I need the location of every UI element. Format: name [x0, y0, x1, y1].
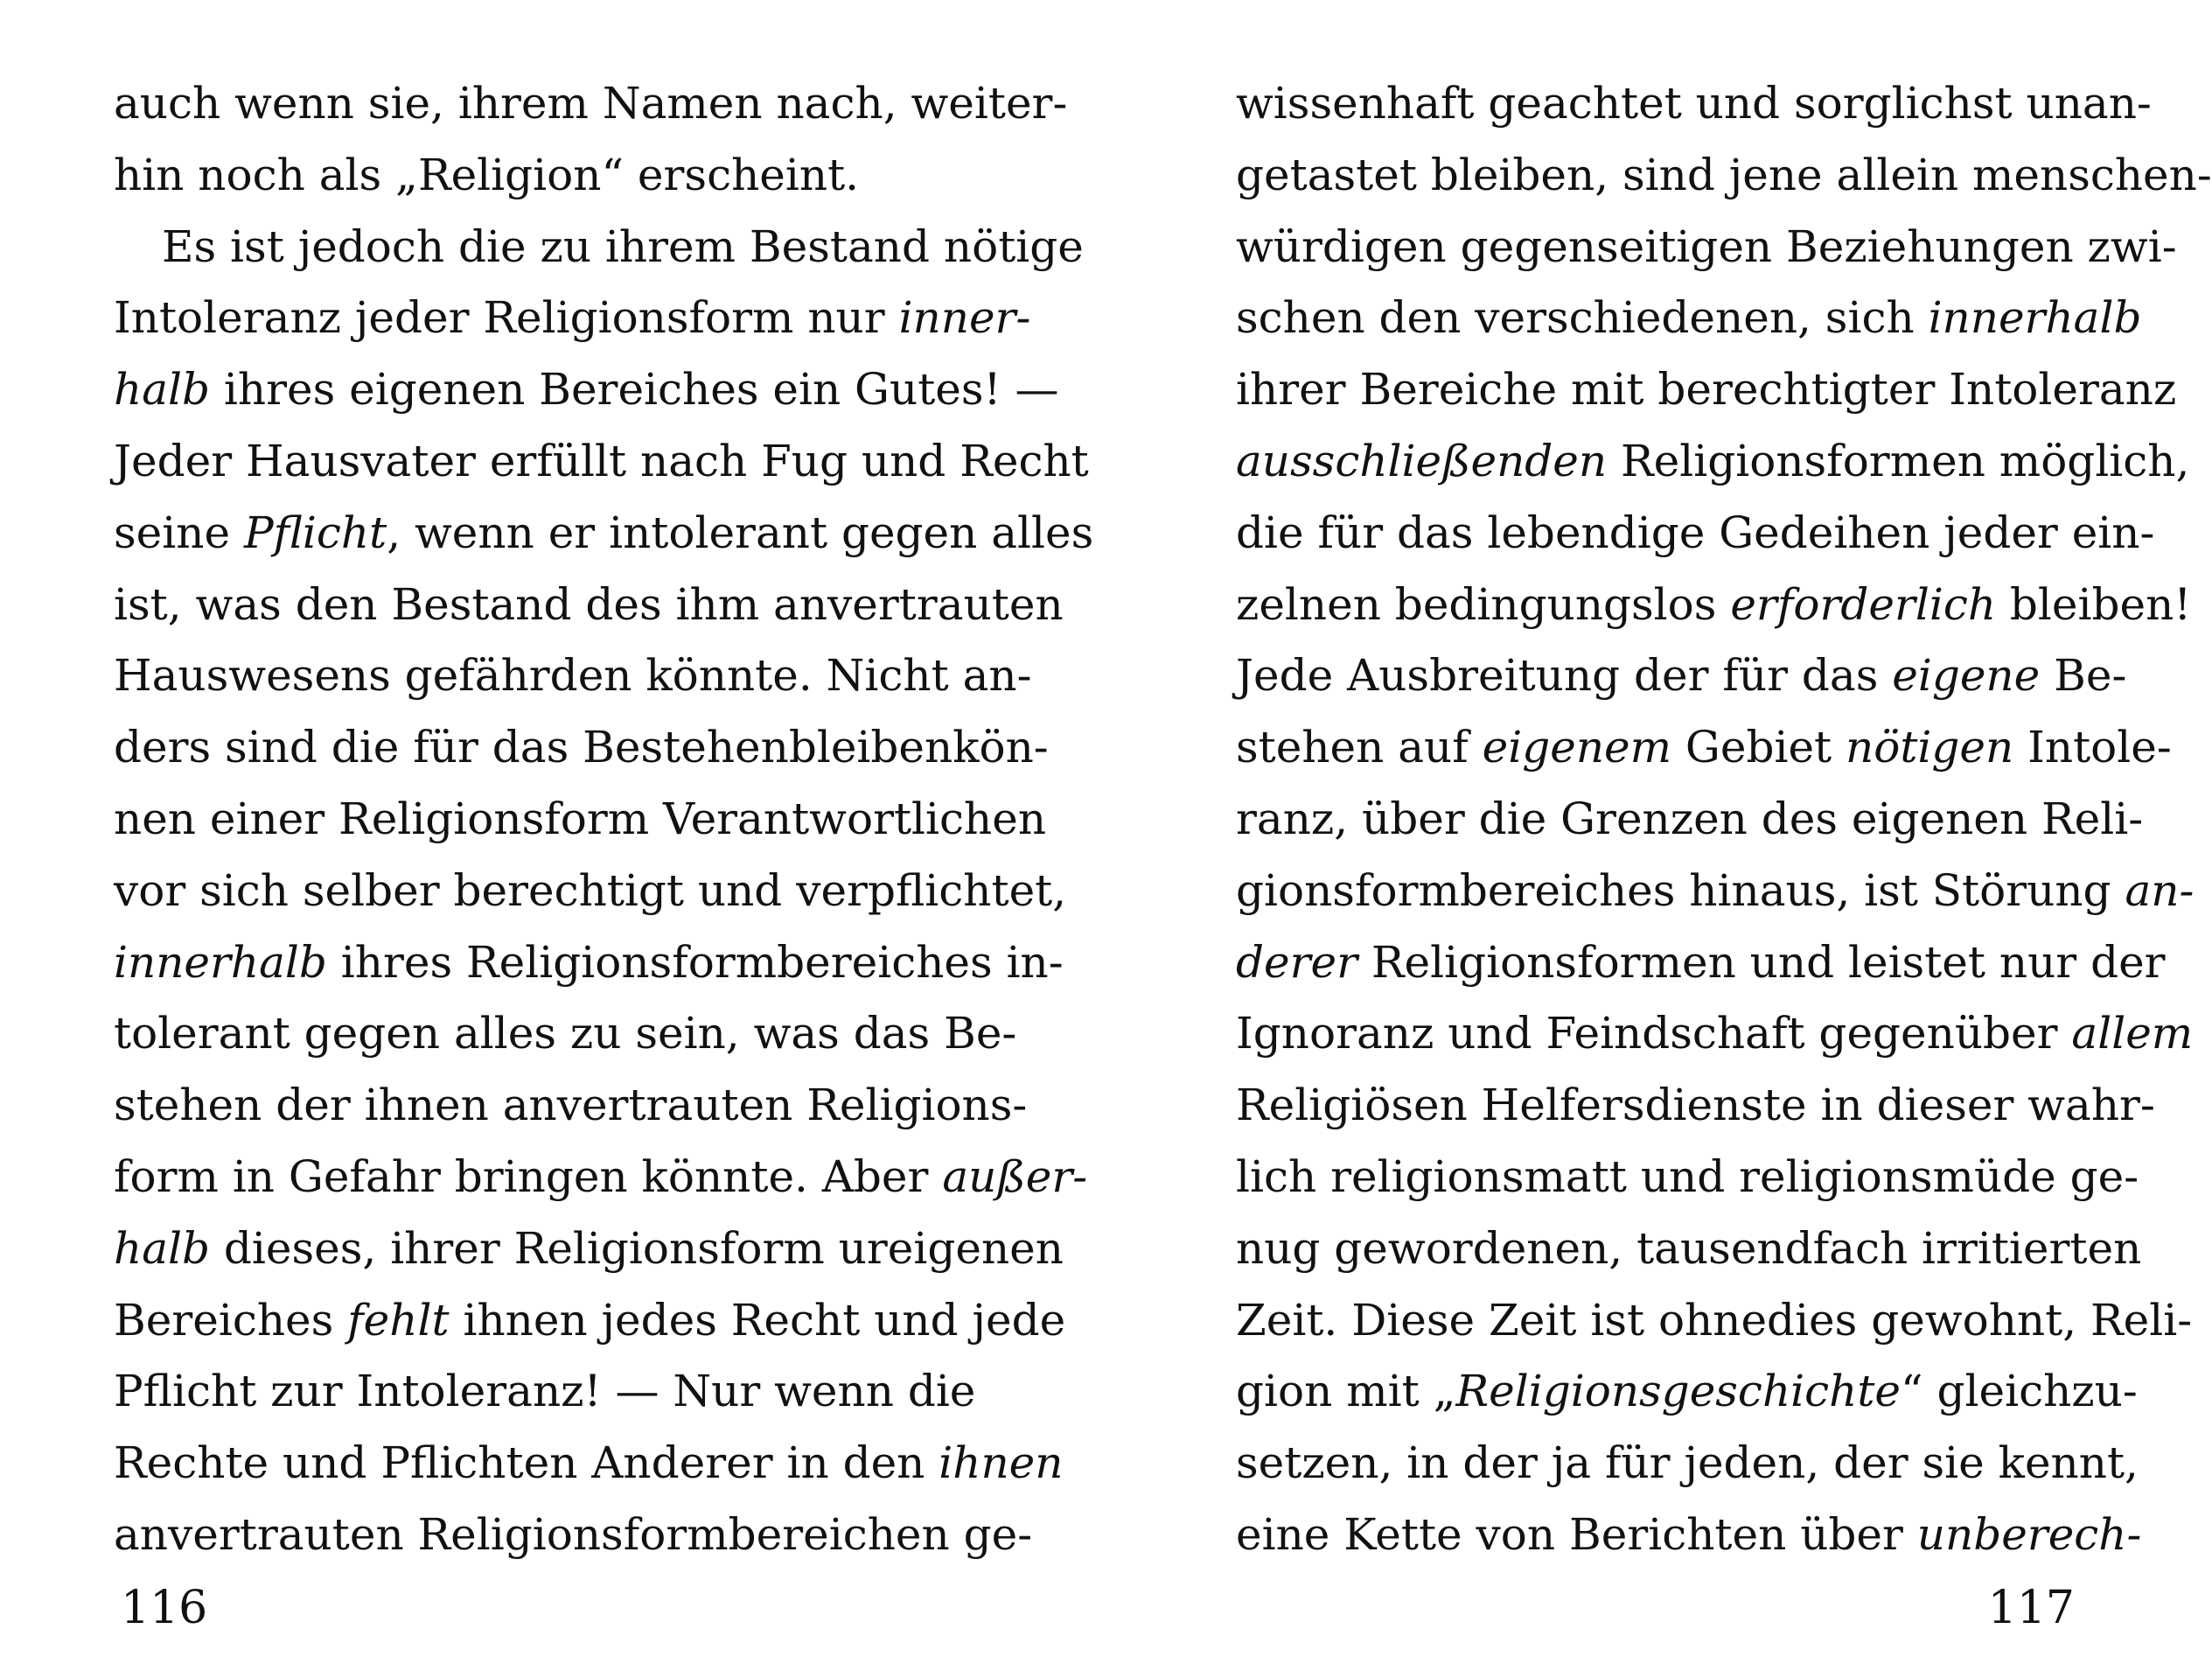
text-run: anvertrauten Religionsformbereichen ge- [114, 1508, 1033, 1560]
text-run: eine Kette von Berichten über [1236, 1508, 1917, 1560]
text-run: Ignoranz und Feindschaft gegenüber [1236, 1008, 2072, 1059]
text-run: Pflicht zur Intoleranz! — Nur wenn die [114, 1366, 976, 1417]
text-run: nen einer Religionsform Verantwortlichen [114, 793, 1047, 844]
text-run: hin noch als „Religion“ erscheint. [114, 149, 860, 200]
text-line [1236, 1428, 2139, 1500]
text-run: ihnen jedes Recht und jede [449, 1294, 1066, 1346]
italic-run: innerhalb [1928, 292, 2142, 344]
italic-run: nötigen [1846, 722, 2014, 773]
text-run: ranz, über die Grenzen des eigenen Reli- [1236, 793, 2144, 844]
left-page-number: 116 [121, 1582, 208, 1634]
italic-run: derer [1236, 936, 1357, 988]
italic-run: eigene [1892, 650, 2041, 702]
text-run: nug gewordenen, tausendfach irritierten [1236, 1222, 2142, 1274]
text-line [114, 1500, 1033, 1571]
text-line [1236, 640, 2127, 712]
text-run: stehen auf [1236, 722, 1483, 773]
text-line [114, 140, 966, 212]
text-run: lich religionsmatt und religionsmüde ge- [1236, 1150, 2139, 1202]
italic-run: innerhalb [114, 936, 327, 988]
text-run: Be- [2040, 650, 2127, 702]
text-line [114, 68, 1068, 140]
text-line [1236, 354, 2177, 426]
text-line [1236, 283, 2142, 354]
left-page [0, 0, 1093, 1671]
text-line [114, 784, 1047, 856]
text-line [1236, 927, 2166, 999]
text-run: form in Gefahr bringen könnte. Aber [114, 1150, 943, 1202]
text-run: Religionsformen möglich, [1607, 435, 2190, 486]
text-run: bleiben! [1996, 578, 2192, 630]
text-run: ist, was den Bestand des ihm anvertrauten [114, 578, 1064, 630]
text-run: Intole- [2013, 722, 2172, 773]
text-run: die für das lebendige Gedeihen jeder ein- [1236, 507, 2155, 558]
text-line [114, 998, 1017, 1070]
text-run: setzen, in der ja für jeden, der sie kennt, [1236, 1437, 2139, 1489]
text-line [114, 212, 1084, 283]
text-line [1236, 68, 2152, 140]
text-line [1236, 426, 2190, 498]
text-run: gionsformbereiches hinaus, ist Störung [1236, 864, 2125, 916]
text-run: seine [114, 507, 244, 558]
text-line [1236, 1142, 2139, 1213]
left-page-text [114, 68, 1094, 1571]
text-run: tolerant gegen alles zu sein, was das Be- [114, 1008, 1017, 1059]
italic-run: Religionsgeschichte [1455, 1366, 1901, 1417]
text-line [1236, 712, 2172, 784]
text-run: ihrer Bereiche mit berechtigter Intoleranz [1236, 364, 2177, 416]
italic-run: ihnen [939, 1437, 1064, 1489]
italic-run: Pflicht [243, 507, 387, 558]
text-run: ihres Religionsformbereiches in- [326, 936, 1064, 988]
text-run: “ gleichzu- [1901, 1366, 2138, 1417]
right-page [1093, 0, 2212, 1671]
text-run: Religiösen Helfersdienste in dieser wahr- [1236, 1080, 2155, 1131]
text-run: , wenn er intolerant gegen alles [387, 507, 1094, 558]
italic-run: inner- [898, 292, 1031, 344]
text-line [114, 856, 1067, 927]
italic-run: außer- [942, 1150, 1088, 1202]
text-line [114, 640, 1032, 712]
text-line [114, 1356, 976, 1428]
text-run: Zeit. Diese Zeit ist ohnedies gewohnt, Reli- [1236, 1294, 2193, 1346]
text-run: würdigen gegenseitigen Beziehungen zwi- [1236, 220, 2177, 272]
text-run: auch wenn sie, ihrem Namen nach, weiter- [114, 78, 1068, 129]
text-run: Es ist jedoch die zu ihrem Bestand nötige [162, 220, 1084, 272]
text-run: Hauswesens gefährden könnte. Nicht an- [114, 650, 1032, 702]
text-line [114, 1428, 1064, 1500]
text-line [1236, 212, 2177, 283]
text-line [1236, 498, 2155, 570]
text-line [1236, 1285, 2193, 1357]
text-run: zelnen bedingungslos [1236, 578, 1731, 630]
text-line [1236, 1356, 2138, 1428]
italic-run: erforderlich [1730, 578, 1997, 630]
text-line [114, 927, 1064, 999]
text-run: getastet bleiben, sind jene allein menschen- [1236, 149, 2212, 200]
text-run: Intoleranz jeder Religionsform nur [114, 292, 899, 344]
text-line [114, 426, 1089, 498]
text-line [1236, 1070, 2155, 1142]
text-run: Religionsformen und leistet nur der [1357, 936, 2166, 988]
text-line [114, 498, 1094, 570]
text-run: gion mit „ [1236, 1366, 1456, 1417]
text-run: Jeder Hausvater erfüllt nach Fug und Recht [114, 435, 1089, 486]
right-page-number: 117 [1987, 1582, 2075, 1634]
italic-run: eigenem [1482, 722, 1672, 773]
text-line [1236, 856, 2195, 927]
text-run: ihres eigenen Bereiches ein Gutes! — [210, 364, 1059, 416]
right-page-text [1236, 68, 2212, 1571]
text-line [114, 1213, 1064, 1285]
text-line [1236, 1213, 2142, 1285]
italic-run: allem [2071, 1008, 2194, 1059]
italic-run: fehlt [347, 1294, 450, 1346]
text-line [114, 1070, 1028, 1142]
text-run: vor sich selber berechtigt und verpflichtet, [114, 864, 1067, 916]
text-line [1236, 140, 2212, 212]
text-run: ders sind die für das Bestehenbleibenkön- [114, 722, 1049, 773]
text-run: dieses, ihrer Religionsform ureigenen [210, 1222, 1064, 1274]
text-line [114, 283, 1031, 354]
italic-run: unberech- [1916, 1508, 2142, 1560]
text-run: Jede Ausbreitung der für das [1236, 650, 1893, 702]
text-line [1236, 784, 2144, 856]
italic-run: halb [114, 1222, 211, 1274]
text-run: Gebiet [1671, 722, 1846, 773]
text-run: schen den verschiedenen, sich [1236, 292, 1929, 344]
text-line [114, 354, 1059, 426]
text-line [1236, 570, 2192, 641]
text-line [1236, 998, 2194, 1070]
italic-run: halb [114, 364, 211, 416]
italic-run: ausschließenden [1236, 435, 1608, 486]
text-run: Rechte und Pflichten Anderer in den [114, 1437, 939, 1489]
text-line [114, 1285, 1066, 1357]
text-line [1236, 1500, 2142, 1571]
text-run: Bereiches [114, 1294, 348, 1346]
text-line [114, 570, 1064, 641]
text-line [114, 712, 1049, 784]
text-run: stehen der ihnen anvertrauten Religions- [114, 1080, 1028, 1131]
text-line [114, 1142, 1088, 1213]
text-run: wissenhaft geachtet und sorglichst unan- [1236, 78, 2152, 129]
italic-run: an- [2125, 864, 2195, 916]
